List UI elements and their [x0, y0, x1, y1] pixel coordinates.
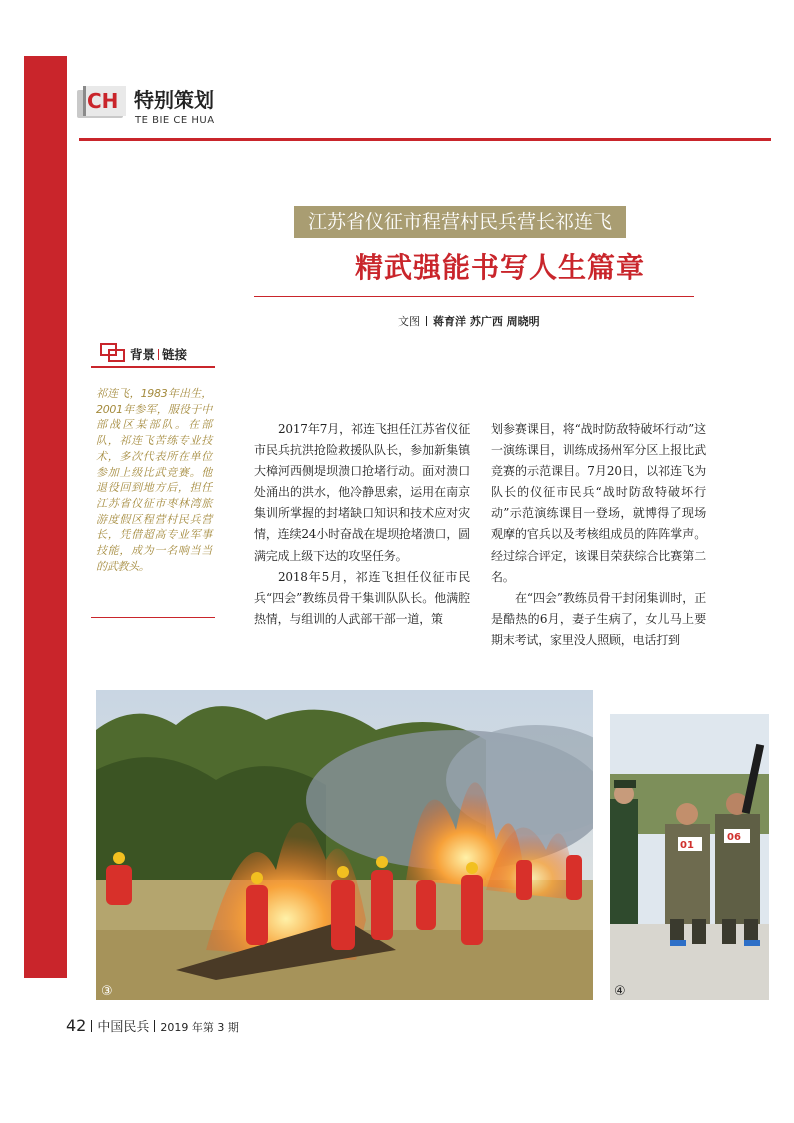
byline-label: 文图: [398, 315, 420, 328]
magazine-name: 中国民兵: [97, 1020, 150, 1035]
byline: [398, 313, 540, 329]
photo-number: ③: [101, 984, 113, 999]
sidebar-bio-text: 祁连飞，1983年出生，2001年参军，服役于中部战区某部队。在部队，祁连飞苦练专业技术，多次代表所在单位参加上级比武竞赛。他退役回到地方后，担任江苏省仪征市枣林湾旅游度假区程营村民兵营长，凭借超高专业军事技能，成为一名响当当的武教头。: [96, 387, 212, 573]
article-kicker: 江苏省仪征市程营村民兵营长祁连飞: [294, 206, 626, 238]
section-logo: [77, 86, 125, 120]
body-column-2: [491, 419, 706, 651]
runner-bib-1: 01: [680, 840, 694, 851]
title-divider: [254, 296, 694, 297]
page-footer: [66, 1016, 239, 1035]
body-paragraph: 在“四会”教练员骨干封闭集训时，正是酷热的6月，妻子生病了，女儿马上要期末考试，家里没人照顾，电话打到: [491, 590, 706, 647]
article-headline: 精武强能书写人生篇章: [354, 251, 645, 284]
body-paragraph: 划参赛课目，将“战时防敌特破坏行动”这一演练课目，训练成扬州军分区上报比武竞赛的示范课目。7月20日，以祁连飞为队长的仪征市民兵“战时防敌特破坏行动”示范演练课目一登场，就博得了现场观摩的官兵以及考核组成员的阵阵掌声。经过综合评定，该课目荣获综合比赛第二名。: [491, 422, 706, 584]
section-subtitle: TE BIE CE HUA: [135, 115, 215, 126]
issue-label: 2019 年第 3 期: [160, 1021, 239, 1034]
sidebar-top-rule: [91, 366, 215, 368]
body-paragraph: 2018年5月，祁连飞担任仪征市民兵“四会”教练员骨干集训队队长。他满腔热情，与组训的人武部干部一道，策: [254, 569, 470, 626]
sidebar-title-background: 背景: [130, 347, 156, 362]
body-column-1: [254, 419, 470, 630]
link-frames-icon: [100, 343, 126, 363]
left-red-bar: [24, 56, 67, 978]
photo-running-drill: [610, 714, 769, 1000]
sidebar-title: [130, 345, 187, 363]
byline-authors: 蒋育洋 苏广西 周晓明: [433, 315, 540, 328]
sidebar-title-link: 链接: [162, 347, 188, 362]
runner-bib-2: 06: [727, 832, 741, 843]
header-divider: [79, 138, 771, 141]
sidebar-bottom-rule: [91, 617, 215, 618]
body-paragraph: 2017年7月，祁连飞担任江苏省仪征市民兵抗洪抢险救援队队长，参加新集镇大樟河西侧堤坝溃口抢堵行动。面对溃口处涌出的洪水，他冷静思索，运用在南京集训所掌握的封堵缺口知识和技术应对灾情，连续24小时奋战在堤坝抢堵溃口，圆满完成上级下达的攻坚任务。: [254, 422, 470, 563]
section-logo-text: CH: [87, 89, 119, 113]
section-title: 特别策划: [134, 88, 214, 112]
page-number: 42: [66, 1016, 87, 1035]
photo-number: ④: [614, 984, 626, 999]
photo-fire-drill: [96, 690, 593, 1000]
